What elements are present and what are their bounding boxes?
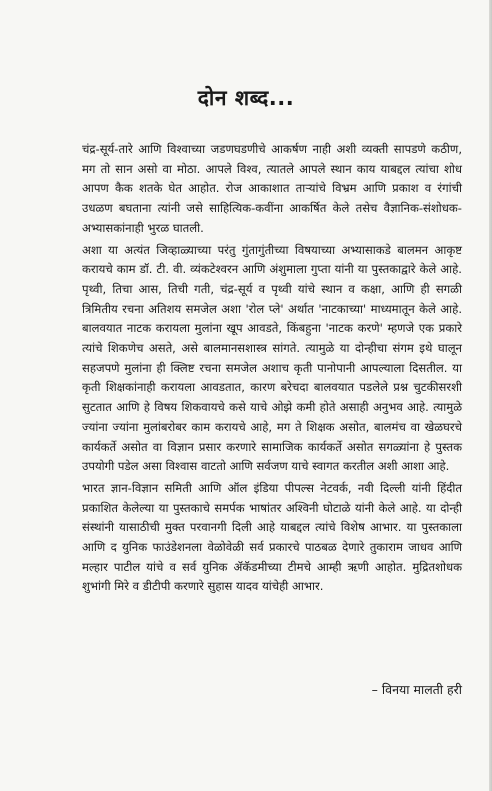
paragraph-3: भारत ज्ञान-विज्ञान समिती आणि ऑल इंडिया पीपल्स नेटवर्क, नवी दिल्ली यांनी हिंदीत प्रकाशित केलेल्या या पुस्तकाचे समर्पक भाषांतर अश्विनी घोटाळे यांनी केले आहे. या दोन्ही संस्थांनी यासाठीची मुक्त परवानगी दिली आहे याबद्दल त्यांचे विशेष आभार. या पुस्तकाला आणि द युनिक फाउंडेशनला वेळोवेळी सर्व प्रकारचे पाठबळ देणारे तुकाराम जाधव आणि मल्हार पाटील यांचे व सर्व युनिक ॲकॅडमीच्या टीमचे आम्ही ऋणी आहोत. मुद्रितशोधक शुभांगी मिरे व डीटीपी करणारे सुहास यादव यांचेही आभार. bbox=[82, 480, 462, 594]
paragraph-2: अशा या अत्यंत जिव्हाळ्याच्या परंतु गुंतागुंतीच्या विषयाच्या अभ्यासाकडे बालमन आकृष्ट करायचे काम डॉ. टी. वी. व्यंकटेश्वरन आणि अंशुमाला गुप्ता यांनी या पुस्तकाद्वारे केले आहे. पृथ्वी, तिचा आस, तिची गती, चंद्र-सूर्य व पृथ्वी यांचे स्थान व कक्षा, आणि ही सगळी त्रिमितीय रचना अतिशय समजेल अशा 'रोल प्ले' अर्थात 'नाटकाच्या' माध्यमातून केले आहे. बालवयात नाटक करायला मुलांना खूप आवडते, किंबहुना 'नाटक करणे' म्हणजे एक प्रकारे त्यांचे शिकणेच असते, असे बालमानसशास्त्र सांगते. त्यामुळे या दोन्हीचा संगम इथे घालून सहजपणे मुलांना ही क्लिष्ट रचना समजेल अशाच कृती पानोपानी आपल्याला दिसतील. या कृती शिक्षकांनाही करायला आवडतात, कारण बरेचदा बालवयात पडलेले प्रश्न चुटकीसरशी सुटतात आणि हे विषय शिकवायचे कसे याचे ओझे कमी होते असाही अनुभव आहे. त्यामुळे ज्यांना ज्यांना मुलांबरोबर काम करायचे आहे, मग ते शिक्षक असोत, बालमंच वा खेळघरचे कार्यकर्ते असोत वा विज्ञान प्रसार करणारे सामाजिक कार्यकर्ते असोत सगळ्यांना हे पुस्तक उपयोगी पडेल असा विश्वास वाटतो आणि सर्वजण याचे स्वागत करतील अशी आशा आहे. bbox=[82, 242, 462, 474]
preface-body bbox=[82, 140, 462, 599]
paragraph-1: चंद्र-सूर्य-तारे आणि विश्वाच्या जडणघडणीचे आकर्षण नाही अशी व्यक्ती सापडणे कठीण, मग तो सान असो वा मोठा. आपले विश्व, त्यातले आपले स्थान काय याबद्दल त्यांचा शोध आपण कैक शतके घेत आहोत. रोज आकाशात ताऱ्यांचे विभ्रम आणि प्रकाश व रंगांची उधळण बघताना त्यांनी जसे साहित्यिक-कवींना आकर्षित केले तसेच वैज्ञानिक-संशोधक-अभ्यासकांनाही भुरळ घातली. bbox=[82, 142, 462, 235]
author-signature: – विनया मालती हरी bbox=[371, 682, 462, 697]
page-title: दोन शब्द... bbox=[197, 86, 295, 110]
